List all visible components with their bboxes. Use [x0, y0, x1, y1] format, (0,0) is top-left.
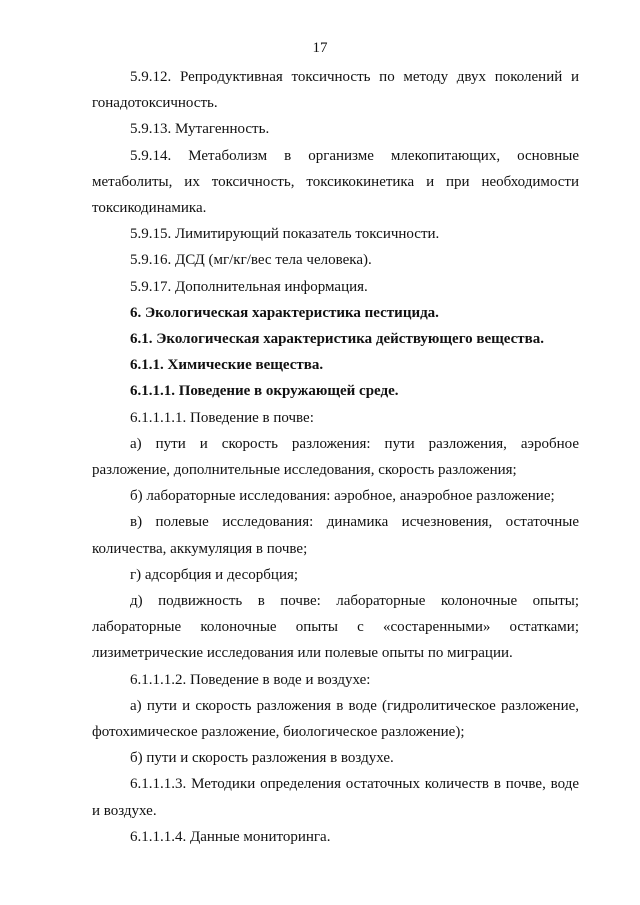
paragraph-5-9-15: 5.9.15. Лимитирующий показатель токсичности.: [130, 226, 440, 243]
paragraph-5-9-17: 5.9.17. Дополнительная информация.: [130, 278, 368, 295]
page-number: 17: [312, 40, 328, 56]
paragraph-6-1-1-1-4: 6.1.1.1.4. Данные мониторинга.: [130, 828, 331, 845]
paragraph-6-1-1-1-1: 6.1.1.1.1. Поведение в почве:: [130, 409, 314, 426]
paragraph-5-9-14: 5.9.14. Метаболизм в организме млекопитающих, основные метаболиты, их токсичность, токсикокинетика и при необходимости токсикодинамика.: [92, 147, 579, 217]
heading-6-1-1-1: 6.1.1.1. Поведение в окружающей среде.: [130, 383, 399, 400]
list-item-a-soil: а) пути и скорость разложения: пути разложения, аэробное разложение, дополнительные исследования, скорость разложения;: [92, 435, 579, 479]
paragraph-5-9-13: 5.9.13. Мутагенность.: [130, 121, 270, 138]
list-item-a-water: а) пути и скорость разложения в воде (гидролитическое разложение, фотохимическое разложение, биологическое разложение);: [92, 697, 579, 741]
heading-6: 6. Экологическая характеристика пестицида.: [130, 304, 439, 321]
list-item-b-soil: б) лабораторные исследования: аэробное, анаэробное разложение;: [130, 488, 555, 505]
paragraph-6-1-1-1-3: 6.1.1.1.3. Методики определения остаточных количеств в почве, воде и воздухе.: [92, 776, 579, 819]
heading-6-1: 6.1. Экологическая характеристика действующего вещества.: [130, 331, 545, 348]
paragraph-5-9-16: 5.9.16. ДСД (мг/кг/вес тела человека).: [130, 252, 372, 269]
list-item-v-soil: в) полевые исследования: динамика исчезновения, остаточные количества, аккумуляция в почве;: [92, 514, 579, 557]
list-item-b-air: б) пути и скорость разложения в воздухе.: [130, 750, 394, 767]
list-item-d-soil: д) подвижность в почве: лабораторные колоночные опыты; лабораторные колоночные опыты с «состаренными» остатками; лизиметрические исследования или полевые опыты по миграции.: [92, 593, 579, 662]
list-item-g-soil: г) адсорбция и десорбция;: [130, 566, 299, 583]
document-body: [92, 64, 579, 850]
paragraph-6-1-1-1-2: 6.1.1.1.2. Поведение в воде и воздухе:: [130, 671, 371, 688]
paragraph-5-9-12: 5.9.12. Репродуктивная токсичность по методу двух поколений и гонадотоксичность.: [92, 69, 579, 112]
heading-6-1-1: 6.1.1. Химические вещества.: [130, 357, 324, 374]
